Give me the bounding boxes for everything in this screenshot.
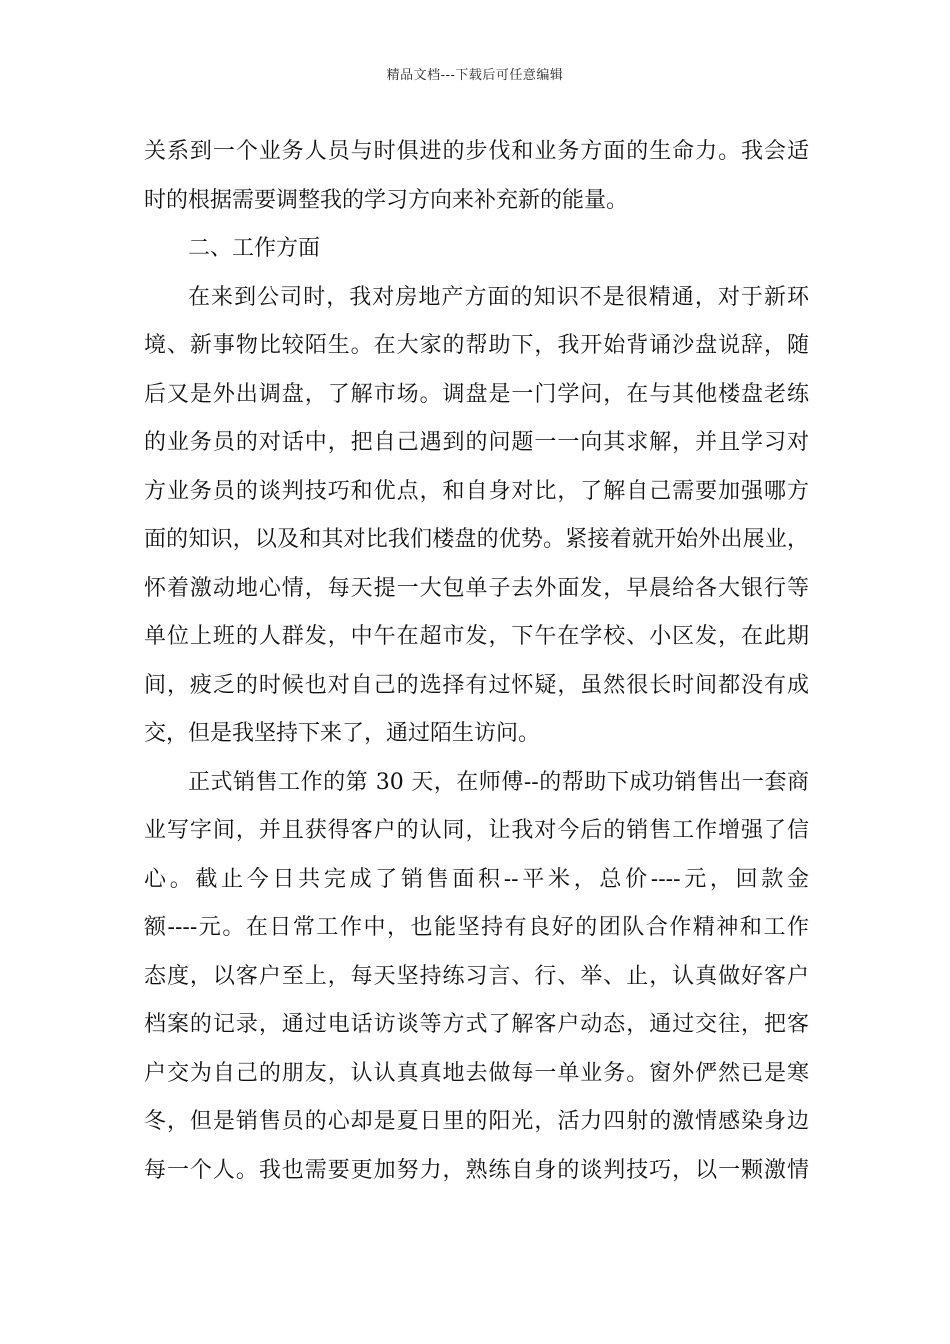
text-line: 方业务员的谈判技巧和优点，和自身对比，了解自己需要加强哪方 [144, 478, 809, 504]
body-text [144, 128, 809, 1195]
text-line: 怀着激动地心情，每天提一大包单子去外面发，早晨给各大银行等 [144, 575, 809, 601]
text-line: 心。截止今日共完成了销售面积--平米，总价----元，回款金 [144, 866, 809, 892]
text-line: 关系到一个业务人员与时俱进的步伐和业务方面的生命力。我会适 [144, 139, 809, 164]
text-line: 面的知识，以及和其对比我们楼盘的优势。紧接着就开始外出展业， [144, 527, 809, 552]
text-line: 后又是外出调盘，了解市场。调盘是一门学问，在与其他楼盘老练 [144, 381, 809, 407]
text-line: 每一个人。我也需要更加努力，熟练自身的谈判技巧，以一颗激情 [144, 1157, 809, 1183]
text-line: 档案的记录，通过电话访谈等方式了解客户动态，通过交往，把客 [144, 1012, 809, 1037]
text-line: 态度，以客户至上，每天坚持练习言、行、举、止，认真做好客户 [144, 963, 809, 989]
section-heading: 二、工作方面 [188, 236, 321, 261]
text-line: 额----元。在日常工作中，也能坚持有良好的团队合作精神和工作 [144, 915, 809, 940]
text-line: 在来到公司时，我对房地产方面的知识不是很精通，对于新环 [188, 284, 809, 310]
text-line: 境、新事物比较陌生。在大家的帮助下，我开始背诵沙盘说辞，随 [144, 333, 809, 358]
text-line: 时的根据需要调整我的学习方向来补充新的能量。 [144, 187, 629, 213]
text-line: 单位上班的人群发，中午在超市发，下午在学校、小区发，在此期 [144, 624, 809, 649]
text-line: 业写字间，并且获得客户的认同，让我对今后的销售工作增强了信 [144, 818, 809, 843]
text-line: 冬，但是销售员的心却是夏日里的阳光，活力四射的激情感染身边 [144, 1109, 809, 1134]
text-line: 间，疲乏的时候也对自己的选择有过怀疑，虽然很长时间都没有成 [144, 672, 809, 698]
page-header: 精品文档---下载后可任意编辑 [386, 68, 564, 83]
text-line: 的业务员的对话中，把自己遇到的问题一一向其求解，并且学习对 [144, 430, 809, 455]
text-line: 户交为自己的朋友，认认真真地去做每一单业务。窗外俨然已是寒 [144, 1060, 809, 1086]
text-line: 交，但是我坚持下来了，通过陌生访问。 [144, 721, 541, 746]
text-line: 正式销售工作的第 30 天，在师傅--的帮助下成功销售出一套商 [188, 769, 809, 795]
